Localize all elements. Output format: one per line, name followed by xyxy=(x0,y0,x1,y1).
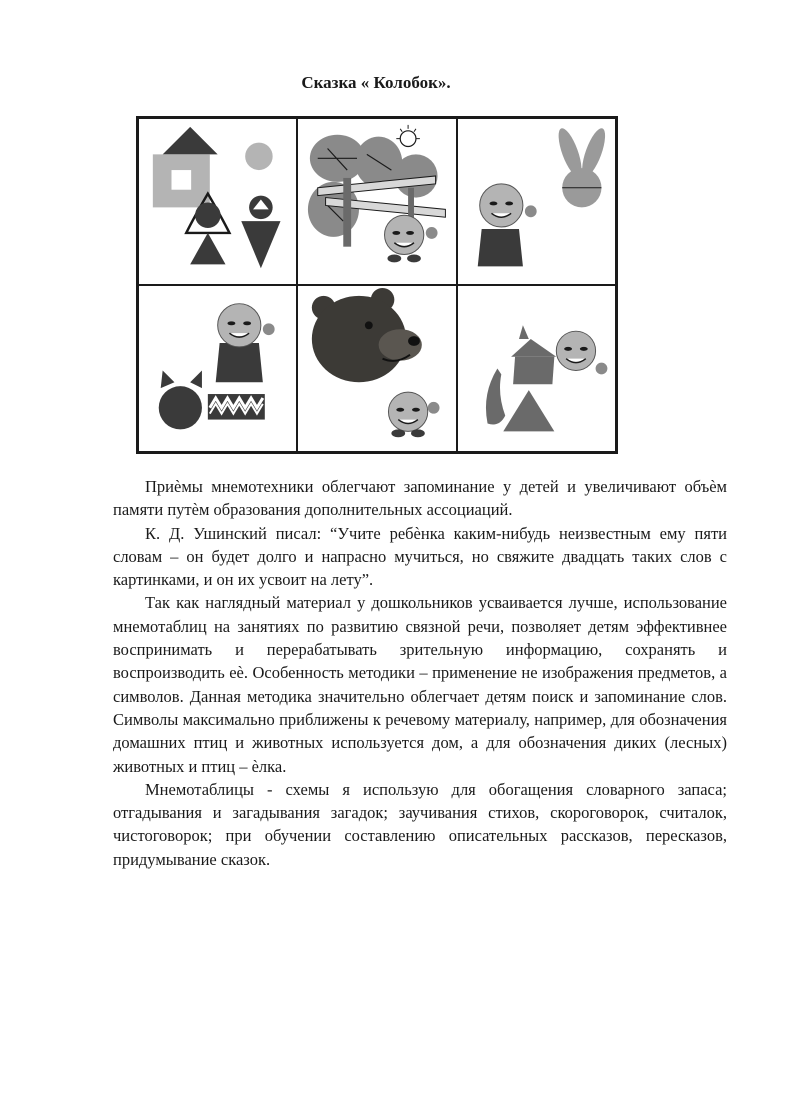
mnemonic-table xyxy=(136,116,618,454)
document-body xyxy=(113,475,727,871)
forest-with-kolobok-icon xyxy=(298,119,455,284)
mnemo-cell-4 xyxy=(138,285,297,452)
kolobok-and-hare-icon xyxy=(458,119,615,284)
mnemo-cell-1 xyxy=(138,118,297,285)
kolobok-and-wolf-icon xyxy=(139,286,296,451)
mnemo-cell-2 xyxy=(297,118,456,285)
mnemo-cell-6 xyxy=(457,285,616,452)
fox-and-kolobok-icon xyxy=(458,286,615,451)
house-and-figures-icon xyxy=(139,119,296,284)
paragraph: Так как наглядный материал у дошкольников усваивается лучше, использование мнемотаблиц на занятиях по развитию связной речи, позволяет детям эффективнее воспринимать и перерабатывать зрительную информацию, сохранять и воспроизводить еѐ. Особенность методики – применение не изображения предметов, а символов. Данная методика значительно облегчает детям поиск и запоминание слов. Символы максимально приближены к речевому материалу, например, для обозначения домашних птиц и животных используется дом, а для обозначения диких (лесных) животных и птиц – ѐлка. xyxy=(113,593,727,776)
mnemo-cell-3 xyxy=(457,118,616,285)
paragraph: Мнемотаблицы - схемы я использую для обогащения словарного запаса; отгадывания и загадывания загадок; заучивания стихов, скороговорок, считалок, чистоговорок; при обучении составлению описательных рассказов, пересказов, придумывание сказок. xyxy=(113,779,727,869)
bear-and-kolobok-icon xyxy=(298,286,455,451)
paragraph: К. Д. Ушинский писал: “Учите ребѐнка каким-нибудь неизвестным ему пяти словам – он будет долго и напрасно мучиться, но свяжите двадцать таких слов с картинками, и он их усвоит на лету”. xyxy=(113,523,727,590)
mnemo-cell-5 xyxy=(297,285,456,452)
paragraph: Приѐмы мнемотехники облегчают запоминание у детей и увеличивают объѐм памяти путѐм образования дополнительных ассоциаций. xyxy=(113,477,727,520)
document-title: Сказка « Колобок». xyxy=(301,73,451,92)
